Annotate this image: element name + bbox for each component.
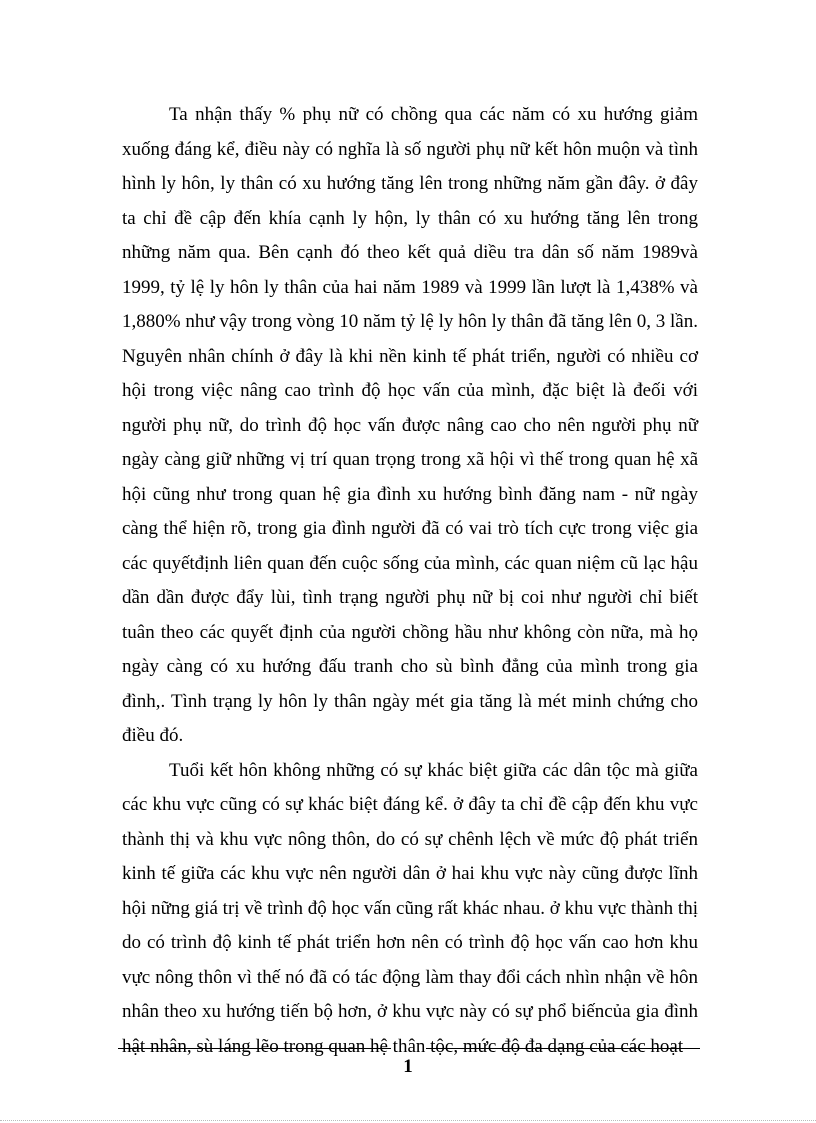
body-text (122, 98, 698, 1064)
footer-rule-left (118, 1048, 391, 1049)
footer-rule-right (426, 1048, 700, 1049)
page-number: 1 (403, 1056, 413, 1077)
paragraph-2: Tuổi kết hôn không những có sự khác biệt giữa các dân tộc mà giữa các khu vực cũng có sự khác biệt đáng kể. ở đây ta chỉ đề cập đến khu vực thành thị và khu vực nông thôn, do có sự chênh lệch về mức độ phát triển kinh tế giữa các khu vực nên người dân ở hai khu vực này cũng được lĩnh hội nững giá trị về trình độ học vấn cũng rất khác nhau. ở khu vực thành thị do có trình độ kinh tế phát triển hơn nên có trình độ học vấn cao hơn khu vực nông thôn vì thế nó đã có tác động làm thay đổi cách nhìn nhận về hôn nhân theo xu hướng tiến bộ hơn, ở khu vực này có sự phổ biếncủa gia đình hật nhân, sù láng lẽo trong quan hệ thân tộc, mức độ đa dạng của các hoạt (122, 759, 698, 1057)
page-break-divider (0, 1120, 816, 1121)
paragraph-1: Ta nhận thấy % phụ nữ có chồng qua các năm có xu hướng giảm xuống đáng kể, điều này có nghĩa là số người phụ nữ kết hôn muộn và tình hình ly hôn, ly thân có xu hướng tăng lên trong những năm gần đây. ở đây ta chỉ đề cập đến khía cạnh ly hộn, ly thân có xu hướng tăng lên trong những năm qua. Bên cạnh đó theo kết quả diều tra dân số năm 1989và 1999, tỷ lệ ly hôn ly thân của hai năm 1989 và 1999 lần lượt là 1,438% và 1,880% như vậy trong vòng 10 năm tỷ lệ ly hôn ly thân đã tăng lên 0, 3 lần. Nguyên nhân chính ở đây là khi nền kinh tế phát triển, người có nhiều cơ hội trong việc nâng cao trình độ học vấn của mình, đặc biệt là đeối với người phụ nữ, do trình độ học vấn được nâng cao cho nên người phụ nữ ngày càng giữ những vị trí quan trọng trong xã hội vì thế trong quan hệ xã hội cũng như trong quan hệ gia đình xu hướng bình đăng nam - nữ ngày càng thể hiện rõ, trong gia đình người đã có vai trò tích cực trong việc gia các quyếtđịnh liên quan đến cuộc sống của mình, các quan niệm cũ lạc hậu dần dần được đẩy lùi, tình trạng người phụ nữ bị coi như người chỉ biết tuân theo các quyết định của người chồng hầu như không còn nữa, mà họ ngày càng có xu hướng đấu tranh cho sù bình đẳng của mình trong gia đình,. Tình trạng ly hôn ly thân ngày mét gia tăng là mét minh chứng cho điều đó. (122, 104, 698, 746)
